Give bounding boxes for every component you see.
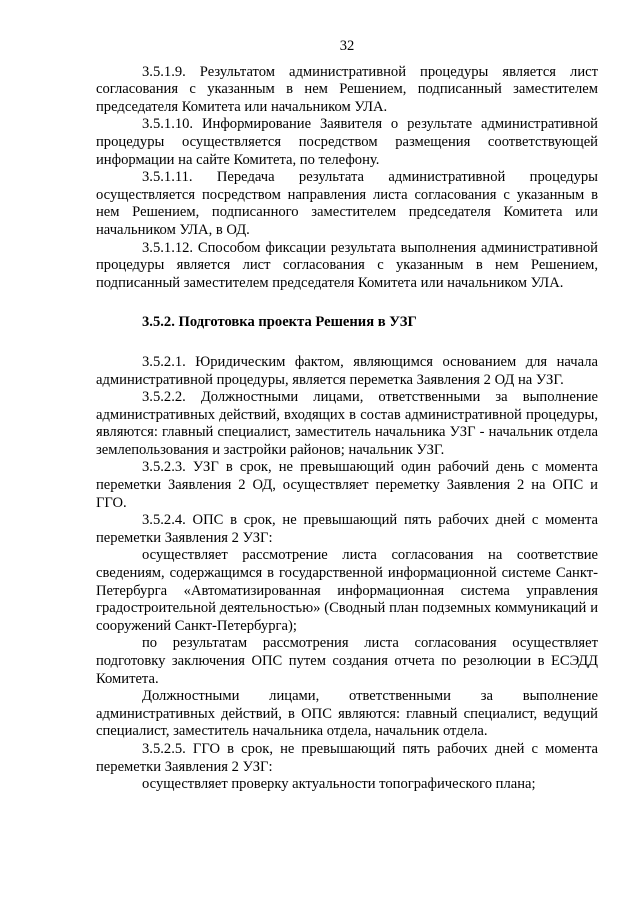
- paragraph-ops-review: осуществляет рассмотрение листа согласования на соответствие сведениям, содержащимся в государственной информационной системе Санкт-Петербурга «Автоматизированная информационная система управления градостроительной деятельностью» (Сводный план подземных коммуникаций и сооружений Санкт-Петербурга);: [96, 547, 598, 634]
- paragraph-3-5-1-12: 3.5.1.12. Способом фиксации результата выполнения административной процедуры является лист согласования с указанным в нем Решением, подписанный заместителем председателя Комитета или начальником УЛА.: [96, 239, 598, 291]
- paragraph-3-5-2-1: 3.5.2.1. Юридическим фактом, являющимся основанием для начала административной процедуры, является переметка Заявления 2 ОД на УЗГ.: [96, 353, 598, 388]
- section-heading-3-5-2: 3.5.2. Подготовка проекта Решения в УЗГ: [142, 314, 417, 331]
- paragraph-3-5-2-2: 3.5.2.2. Должностными лицами, ответственными за выполнение административных действий, входящих в состав административной процедуры, являются: главный специалист, заместитель начальника УЗГ - начальник отдела землепользования и застройки районов; начальник УЗГ.: [96, 389, 598, 458]
- paragraph-ops-officials: Должностными лицами, ответственными за выполнение административных действий, в ОПС являются: главный специалист, ведущий специалист, заместитель начальника отдела, начальник отдела.: [96, 688, 598, 740]
- paragraph-ops-conclusion: по результатам рассмотрения листа согласования осуществляет подготовку заключения ОПС путем создания отчета по резолюции в ЕСЭДД Комитета.: [96, 635, 598, 687]
- paragraph-3-5-1-11: 3.5.1.11. Передача результата административной процедуры осуществляется посредством направления листа согласования с указанным в нем Решением, подписанного заместителем председателя Комитета или начальником УЛА, в ОД.: [96, 169, 598, 238]
- paragraph-3-5-2-4: 3.5.2.4. ОПС в срок, не превышающий пять рабочих дней с момента переметки Заявления 2 УЗГ:: [96, 512, 598, 546]
- paragraph-ggo-check: осуществляет проверку актуальности топографического плана;: [142, 776, 536, 793]
- paragraph-3-5-2-5: 3.5.2.5. ГГО в срок, не превышающий пять рабочих дней с момента переметки Заявления 2 УЗГ:: [96, 740, 598, 775]
- paragraph-3-5-1-9: 3.5.1.9. Результатом административной процедуры является лист согласования с указанным в нем Решением, подписанный заместителем председателя Комитета или начальником УЛА.: [96, 63, 598, 115]
- page-number: 32: [339, 38, 355, 54]
- paragraph-3-5-1-10: 3.5.1.10. Информирование Заявителя о результате административной процедуры осуществляется посредством размещения соответствующей информации на сайте Комитета, по телефону.: [96, 116, 598, 168]
- document-page: [96, 38, 598, 794]
- paragraph-3-5-2-3: 3.5.2.3. УЗГ в срок, не превышающий один рабочий день с момента переметки Заявления 2 ОД, осуществляет переметку Заявления 2 на ОПС и ГГО.: [96, 459, 598, 511]
